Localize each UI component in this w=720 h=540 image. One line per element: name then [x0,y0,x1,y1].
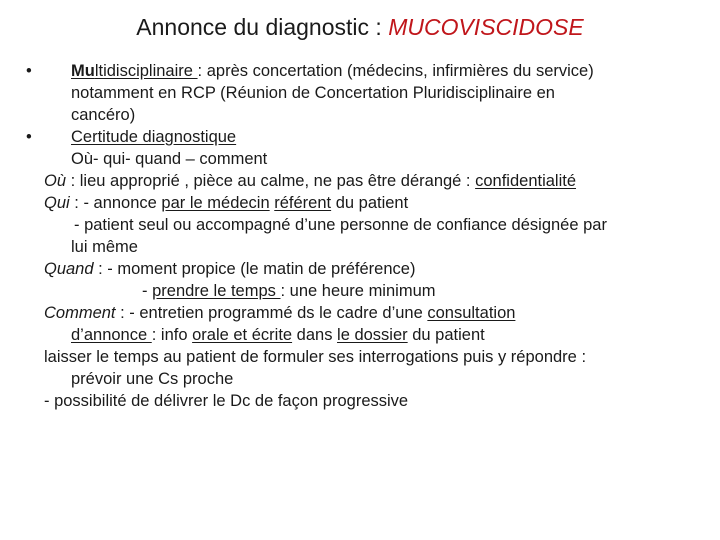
comment-label: Comment [44,304,116,322]
ou-line: Où : lieu approprié , pièce au calme, ne pas être dérangé : confidentialité [44,172,577,190]
quand-label: Quand [44,260,94,278]
slide-body [26,60,684,412]
laisser-line: laisser le temps au patient de formuler ses interrogations puis y répondre : [44,348,587,366]
certitude-heading: Certitude diagnostique [71,128,237,146]
bullet-marker: • [26,62,32,80]
qui-line: Qui : - annonce par le médecin référent du patient [44,194,409,212]
bullet-certitude [26,126,684,148]
title-highlight: MUCOVISCIDOSE [388,14,584,40]
multidisciplinaire-line2: notamment en RCP (Réunion de Concertation Pluridisciplinaire en [71,84,555,102]
laisser-line2: prévoir une Cs proche [71,370,234,388]
confidentialite: confidentialité [475,172,577,190]
title-main: Annonce du diagnostic : [136,14,389,40]
qui-label: Qui [44,194,70,212]
comment-line2: d’annonce : info orale et écrite dans le dossier du patient [71,326,485,344]
quand-line2: - prendre le temps : une heure minimum [142,282,436,300]
bullet-marker: • [26,128,32,146]
last-line: - possibilité de délivrer le Dc de façon progressive [44,392,409,410]
certitude-subtitle: Où- qui- quand – comment [71,150,268,168]
comment-line: Comment : - entretien programmé ds le cadre d’une consultation [44,304,516,322]
multidisciplinaire-text: : après concertation (médecins, infirmières du service) [197,62,594,80]
multidisciplinaire-line3: cancéro) [71,106,136,124]
multidisciplinaire-heading: Multidisciplinaire [71,62,198,80]
quand-line: Quand : - moment propice (le matin de préférence) [44,260,416,278]
bullet-multidisciplinaire [26,60,684,82]
qui-line2: - patient seul ou accompagné d’une personne de confiance désignée par [74,216,607,234]
ou-label: Où [44,172,67,190]
qui-line3: lui même [71,238,138,256]
page-title [0,12,720,42]
